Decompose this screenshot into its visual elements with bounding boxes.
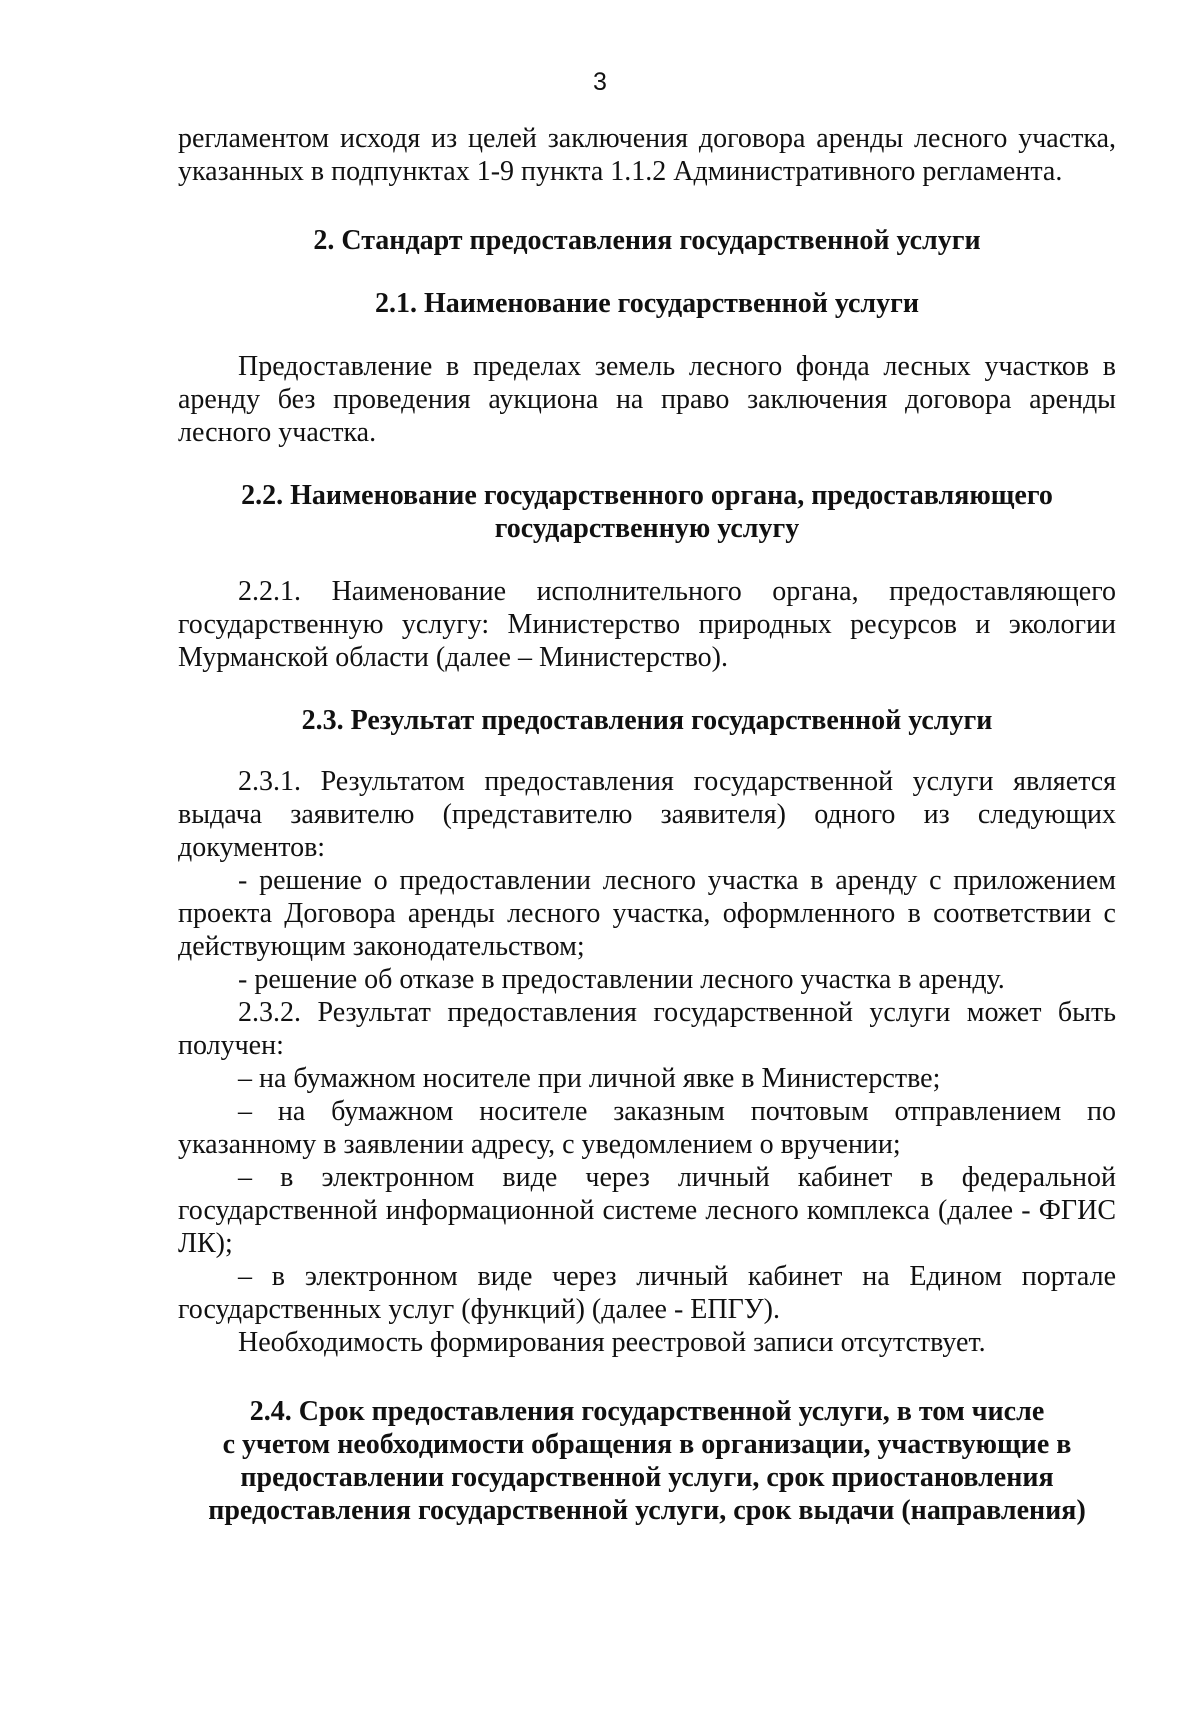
result-item-grant: - решение о предоставлении лесного участка в аренду с приложением проекта Договора аренды лесного участка, оформленного в соответствии с действующим законодательством;	[178, 865, 1116, 962]
intro-paragraph: регламентом исходя из целей заключения договора аренды лесного участка, указанных в подпунктах 1-9 пункта 1.1.2 Административного регламента.	[178, 123, 1116, 187]
delivery-option-epgu: – в электронном виде через личный кабинет на Едином портале государственных услуг (функций) (далее - ЕПГУ).	[178, 1261, 1116, 1325]
section-2-3-1-paragraph: 2.3.1. Результатом предоставления государственной услуги является выдача заявителю (представителю заявителя) одного из следующих документов:	[178, 766, 1116, 863]
delivery-option-paper-mail: – на бумажном носителе заказным почтовым отправлением по указанному в заявлении адресу, с уведомлением о вручении;	[178, 1096, 1116, 1160]
section-2-1-heading: 2.1. Наименование государственной услуги	[375, 288, 919, 319]
section-2-4-heading	[178, 1395, 1116, 1527]
page-number: 3	[593, 68, 607, 96]
section-2-2-heading-line-2: государственную услугу	[494, 513, 800, 544]
delivery-option-fgis-lk: – в электронном виде через личный кабинет в федеральной государственной информационной системе лесного комплекса (далее - ФГИС ЛК);	[178, 1162, 1116, 1259]
section-2-1-paragraph: Предоставление в пределах земель лесного фонда лесных участков в аренду без проведения аукциона на право заключения договора аренды лесного участка.	[178, 351, 1116, 448]
section-2-4-heading-line-4: предоставления государственной услуги, срок выдачи (направления)	[208, 1495, 1086, 1526]
delivery-option-paper-in-person: – на бумажном носителе при личной явке в Министерстве;	[238, 1063, 941, 1094]
section-2-4-heading-line-1: 2.4. Срок предоставления государственной услуги, в том числе	[249, 1396, 1045, 1427]
section-2-2-1-paragraph: 2.2.1. Наименование исполнительного органа, предоставляющего государственную услугу: Министерство природных ресурсов и экологии Мурманской области (далее – Министерство).	[178, 576, 1116, 673]
section-2-2-heading	[178, 479, 1116, 545]
section-2-2-heading-line-1: 2.2. Наименование государственного органа, предоставляющего	[241, 480, 1053, 511]
section-2-3-heading: 2.3. Результат предоставления государственной услуги	[301, 705, 993, 736]
document-body	[178, 122, 1116, 1527]
section-2-heading: 2. Стандарт предоставления государственной услуги	[313, 225, 981, 256]
section-2-4-heading-line-2: с учетом необходимости обращения в организации, участвующие в	[222, 1429, 1072, 1460]
section-2-4-heading-line-3: предоставлении государственной услуги, срок приостановления	[240, 1462, 1054, 1493]
registry-record-note: Необходимость формирования реестровой записи отсутствует.	[238, 1327, 986, 1358]
section-2-3-2-paragraph: 2.3.2. Результат предоставления государственной услуги может быть получен:	[178, 997, 1116, 1061]
result-item-refusal: - решение об отказе в предоставлении лесного участка в аренду.	[238, 964, 1005, 995]
